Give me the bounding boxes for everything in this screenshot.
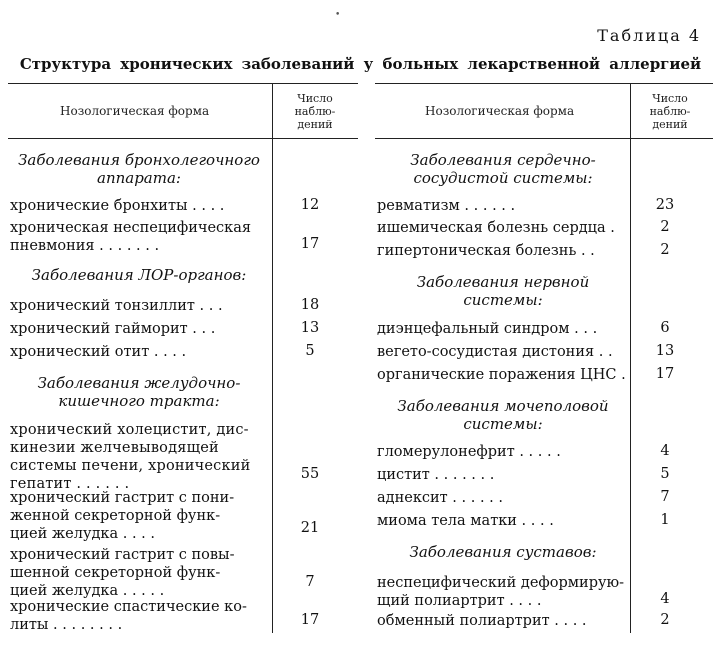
left-count-sinusitis: 13 [300, 320, 320, 336]
right-top-rule [375, 83, 713, 84]
right-count-hypertension: 2 [660, 242, 670, 258]
right-count-cystitis: 5 [660, 466, 670, 482]
speck-mark: • [335, 10, 341, 20]
right-header-form: Нозологическая форма [425, 104, 575, 118]
left-count-bronchitis: 12 [300, 197, 320, 213]
right-header-rule [375, 138, 713, 139]
right-count-polyarthritis-nonspecific: 4 [660, 591, 670, 607]
right-row-myoma: миома тела матки . . . . [377, 513, 554, 529]
right-count-polyarthritis-metabolic: 2 [660, 612, 670, 628]
right-count-vegetovascular: 13 [655, 343, 675, 359]
left-row-cholecystitis: хронический холецистит, дис- кинезии желчевыводящей системы печени, хронический гепатит . . . . . . [10, 422, 251, 492]
right-row-polyarthritis-nonspecific: неспецифический деформирую- щий полиартрит . . . . [377, 575, 625, 609]
right-row-ischemic: ишемическая болезнь сердца . [377, 220, 615, 236]
right-count-myoma: 1 [660, 512, 670, 528]
right-section-nervous: Заболевания нервной системы: [416, 273, 590, 309]
right-row-rheumatism: ревматизм . . . . . . [377, 198, 516, 214]
left-count-otitis: 5 [305, 343, 315, 359]
left-count-pneumonia: 17 [300, 236, 320, 252]
left-row-pneumonia-1: хроническая неспецифическая [10, 220, 252, 236]
right-row-polyarthritis-metabolic: обменный полиартрит . . . . [377, 613, 587, 629]
left-header-count: Число наблю- дений [294, 92, 336, 131]
right-row-vegetovascular: вегето-сосудистая дистония . . [377, 344, 613, 360]
left-row-gastritis-high: хронический гастрит с повы- шенной секреторной функ- цией желудка . . . . . [10, 547, 235, 599]
right-row-adnexitis: аднексит . . . . . . [377, 490, 503, 506]
right-row-cns: органические поражения ЦНС . [377, 367, 626, 383]
right-section-cardiovascular: Заболевания сердечно- сосудистой системы: [410, 151, 596, 187]
right-column-divider [630, 83, 631, 633]
left-section-gi: Заболевания желудочно- кишечного тракта: [37, 374, 241, 410]
right-section-urogenital: Заболевания мочеполовой системы: [397, 397, 609, 433]
left-header-form: Нозологическая форма [60, 104, 210, 118]
right-count-cns: 17 [655, 366, 675, 382]
left-row-gastritis-low: хронический гастрит с пони- женной секреторной функ- цией желудка . . . . [10, 490, 235, 542]
left-section-ent: Заболевания ЛОР-органов: [31, 266, 247, 284]
left-count-gastritis-low: 21 [300, 520, 320, 536]
right-row-diencephalic: диэнцефальный синдром . . . [377, 321, 598, 337]
left-header-rule [8, 138, 358, 139]
right-row-glomerulonephritis: гломерулонефрит . . . . . [377, 444, 561, 460]
table-title: Структура хронических заболеваний у больных лекарственной аллергией [19, 55, 702, 73]
right-section-joints: Заболевания суставов: [409, 543, 597, 561]
left-row-sinusitis: хронический гайморит . . . [10, 321, 216, 337]
left-row-otitis: хронический отит . . . . [10, 344, 187, 360]
right-count-diencephalic: 6 [660, 320, 670, 336]
left-count-colitis: 17 [300, 612, 320, 628]
left-top-rule [8, 83, 358, 84]
right-count-adnexitis: 7 [660, 489, 670, 505]
left-row-tonsillitis: хронический тонзиллит . . . [10, 298, 223, 314]
left-row-pneumonia-2: пневмония . . . . . . . [10, 238, 160, 254]
left-row-bronchitis: хронические бронхиты . . . . [10, 198, 225, 214]
left-count-gastritis-high: 7 [305, 574, 315, 590]
right-row-cystitis: цистит . . . . . . . [377, 467, 495, 483]
right-count-glomerulonephritis: 4 [660, 443, 670, 459]
left-section-bronchopulmonary: Заболевания бронхолегочного аппарата: [18, 151, 260, 187]
right-count-rheumatism: 23 [655, 197, 675, 213]
left-count-tonsillitis: 18 [300, 297, 320, 313]
left-count-cholecystitis: 55 [300, 466, 320, 482]
right-row-hypertension: гипертоническая болезнь . . [377, 243, 595, 259]
left-row-colitis: хронические спастические ко- литы . . . . . . . . [10, 599, 247, 633]
right-header-count: Число наблю- дений [649, 92, 691, 131]
table-number: Таблица 4 [597, 26, 701, 45]
left-column-divider [272, 83, 273, 633]
right-count-ischemic: 2 [660, 219, 670, 235]
